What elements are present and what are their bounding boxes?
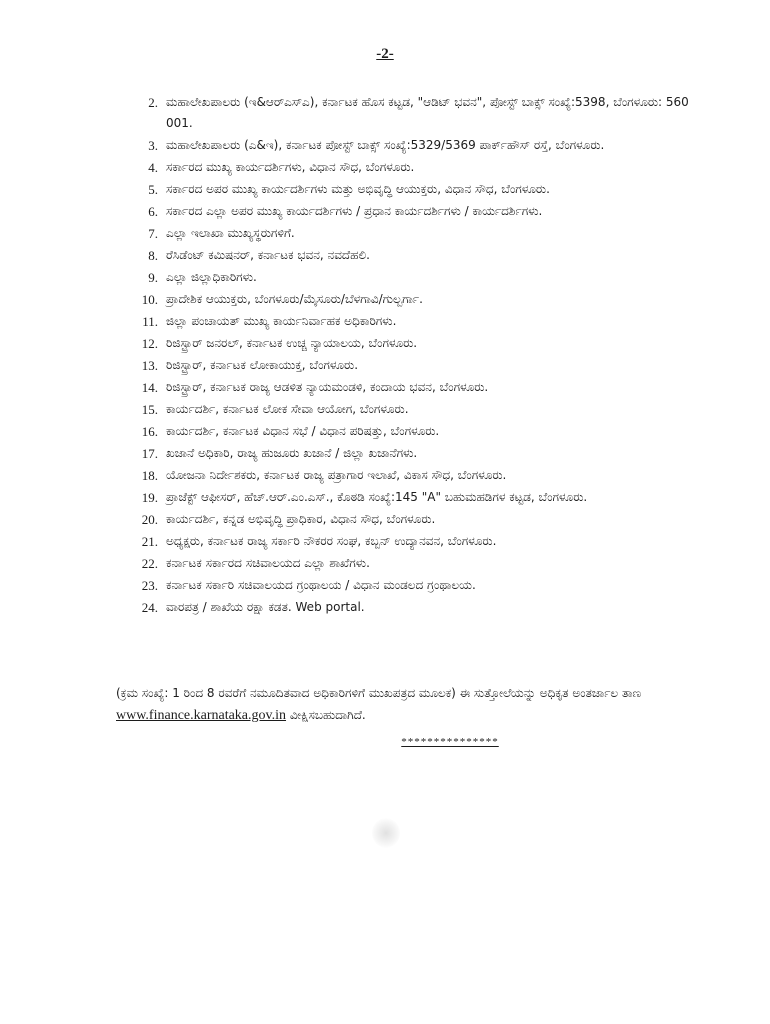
list-item <box>130 267 700 288</box>
website-note <box>116 682 676 727</box>
list-item-number: 24. <box>141 600 158 615</box>
list-item-text: ಕಾರ್ಯದರ್ಶಿ, ಕರ್ನಾಟಕ ವಿಧಾನ ಸಭೆ / ವಿಧಾನ ಪರಿಷತ್ತು, ಬೆಂಗಳೂರು. <box>166 424 440 438</box>
page-number: -2- <box>376 46 394 62</box>
list-item <box>130 355 700 376</box>
finance-website-link[interactable]: www.finance.karnataka.gov.in <box>116 708 287 723</box>
list-item-text: ಪ್ರಾದೇಶಿಕ ಆಯುಕ್ತರು, ಬೆಂಗಳೂರು/ಮೈಸೂರು/ಬೆಳಗಾವಿ/ಗುಲ್ಬರ್ಗಾ. <box>166 292 423 306</box>
list-item <box>130 553 700 574</box>
list-item-text: ಪ್ರಾಜೆಕ್ಟ್ ಆಫೀಸರ್, ಹೆಚ್.ಆರ್.ಎಂ.ಎಸ್., ಕೊಠಡಿ ಸಂಖ್ಯೆ:145 "A" ಬಹುಮಹಡಿಗಳ ಕಟ್ಟಡ, ಬೆಂಗಳೂರು. <box>166 490 588 504</box>
list-item <box>130 157 700 178</box>
list-item-number: 6. <box>148 204 158 219</box>
list-item <box>130 487 700 508</box>
list-item <box>130 531 700 552</box>
list-item-number: 21. <box>141 534 158 549</box>
list-item-number: 13. <box>141 358 158 373</box>
list-item <box>130 135 700 156</box>
list-item <box>130 399 700 420</box>
list-item-text: ಜಿಲ್ಲಾ ಪಂಚಾಯತ್ ಮುಖ್ಯ ಕಾರ್ಯನಿರ್ವಾಹಕ ಅಧಿಕಾರಿಗಳು. <box>166 314 397 328</box>
list-item <box>130 575 700 596</box>
note-text-end: ವೀಕ್ಷಿಸಬಹುದಾಗಿದೆ. <box>289 708 366 722</box>
list-item-text: ಸರ್ಕಾರದ ಮುಖ್ಯ ಕಾರ್ಯದರ್ಶಿಗಳು, ವಿಧಾನ ಸೌಧ, ಬೆಂಗಳೂರು. <box>166 160 415 174</box>
list-item-text: ಎಲ್ಲಾ ಜಿಲ್ಲಾಧಿಕಾರಿಗಳು. <box>166 270 257 284</box>
list-item-text: ರಿಜಿಸ್ಟ್ರಾರ್ ಜನರಲ್, ಕರ್ನಾಟಕ ಉಚ್ಚ ನ್ಯಾಯಾಲಯ, ಬೆಂಗಳೂರು. <box>166 336 418 350</box>
list-item-number: 23. <box>141 578 158 593</box>
list-item-number: 20. <box>141 512 158 527</box>
list-item-text: ಕಾರ್ಯದರ್ಶಿ, ಕರ್ನಾಟಕ ಲೋಕ ಸೇವಾ ಆಯೋಗ, ಬೆಂಗಳೂರು. <box>166 402 409 416</box>
list-item-text: ಎಲ್ಲಾ ಇಲಾಖಾ ಮುಖ್ಯಸ್ಥರುಗಳಿಗೆ. <box>166 226 295 240</box>
list-item <box>130 597 700 618</box>
list-item <box>130 377 700 398</box>
list-item-text: ರಿಜಿಸ್ಟ್ರಾರ್, ಕರ್ನಾಟಕ ಲೋಕಾಯುಕ್ತ, ಬೆಂಗಳೂರು. <box>166 358 359 372</box>
list-item-text: ಮಹಾಲೇಖಪಾಲರು (ಇ&ಆರ್‌ಎಸ್‌ಎ), ಕರ್ನಾಟಕ ಹೊಸ ಕಟ್ಟಡ, "ಆಡಿಟ್ ಭವನ", ಪೋಸ್ಟ್ ಬಾಕ್ಸ್ ಸಂಖ್ಯೆ:5398, ಬೆಂಗಳೂರು: 560 001. <box>166 95 689 130</box>
separator-line <box>0 736 770 748</box>
list-item-number: 19. <box>141 490 158 505</box>
list-item-text: ಅಧ್ಯಕ್ಷರು, ಕರ್ನಾಟಕ ರಾಜ್ಯ ಸರ್ಕಾರಿ ನೌಕರರ ಸಂಘ, ಕಬ್ಬನ್ ಉದ್ಯಾನವನ, ಬೆಂಗಳೂರು. <box>166 534 497 548</box>
list-item-number: 12. <box>141 336 158 351</box>
list-item <box>130 179 700 200</box>
list-item <box>130 223 700 244</box>
list-item <box>130 311 700 332</box>
recipient-list <box>130 92 700 619</box>
list-item-number: 11. <box>142 314 158 329</box>
list-item-number: 10. <box>141 292 158 307</box>
note-text: (ಕ್ರಮ ಸಂಖ್ಯೆ: 1 ರಿಂದ 8 ರವರೆಗೆ ನಮೂದಿತವಾದ ಅಧಿಕಾರಿಗಳಿಗೆ ಮುಖಪತ್ರದ ಮೂಲಕ) ಈ ಸುತ್ತೋಲೆಯನ್ನು ಅಧಿಕೃತ ಅಂತರ್ಜಾಲ ತಾಣ <box>116 686 642 700</box>
list-item-text: ಸರ್ಕಾರದ ಎಲ್ಲಾ ಅಪರ ಮುಖ್ಯ ಕಾರ್ಯದರ್ಶಿಗಳು / ಪ್ರಧಾನ ಕಾರ್ಯದರ್ಶಿಗಳು / ಕಾರ್ಯದರ್ಶಿಗಳು. <box>166 204 543 218</box>
list-item <box>130 92 700 134</box>
list-item-text: ಕಾರ್ಯದರ್ಶಿ, ಕನ್ನಡ ಅಭಿವೃದ್ಧಿ ಪ್ರಾಧಿಕಾರ, ವಿಧಾನ ಸೌಧ, ಬೆಂಗಳೂರು. <box>166 512 436 526</box>
list-item-text: ವಾರಪತ್ರ / ಶಾಖೆಯ ರಕ್ಷಾ ಕಡತ. Web portal. <box>166 600 365 614</box>
list-item-number: 14. <box>141 380 158 395</box>
list-item-number: 5. <box>148 182 158 197</box>
list-item-number: 2. <box>148 95 158 110</box>
list-item <box>130 289 700 310</box>
separator-stars: *************** <box>401 736 499 748</box>
list-item <box>130 245 700 266</box>
list-item <box>130 465 700 486</box>
list-item <box>130 333 700 354</box>
list-item <box>130 201 700 222</box>
list-item-number: 9. <box>148 270 158 285</box>
list-item-number: 17. <box>141 446 158 461</box>
list-item <box>130 443 700 464</box>
list-item-text: ಖಜಾನೆ ಅಧಿಕಾರಿ, ರಾಜ್ಯ ಹುಜೂರು ಖಜಾನೆ / ಜಿಲ್ಲಾ ಖಜಾನೆಗಳು. <box>166 446 418 460</box>
list-item-number: 4. <box>148 160 158 175</box>
list-item-number: 16. <box>141 424 158 439</box>
list-item-number: 8. <box>148 248 158 263</box>
list-item-text: ಮಹಾಲೇಖಪಾಲರು (ಎ&ಇ), ಕರ್ನಾಟಕ ಪೋಸ್ಟ್ ಬಾಕ್ಸ್ ಸಂಖ್ಯೆ:5329/5369 ಪಾರ್ಕ್‌ಹೌಸ್ ರಸ್ತೆ, ಬೆಂಗಳೂರು. <box>166 138 605 152</box>
list-item <box>130 421 700 442</box>
list-item-number: 18. <box>141 468 158 483</box>
list-item-number: 22. <box>141 556 158 571</box>
list-item-number: 15. <box>141 402 158 417</box>
list-item-text: ಕರ್ನಾಟಕ ಸರ್ಕಾರಿ ಸಚಿವಾಲಯದ ಗ್ರಂಥಾಲಯ / ವಿಧಾನ ಮಂಡಲದ ಗ್ರಂಥಾಲಯ. <box>166 578 476 592</box>
scan-smudge <box>372 818 400 848</box>
list-item-text: ಯೋಜನಾ ನಿರ್ದೇಶಕರು, ಕರ್ನಾಟಕ ರಾಜ್ಯ ಪತ್ರಾಗಾರ ಇಲಾಖೆ, ವಿಕಾಸ ಸೌಧ, ಬೆಂಗಳೂರು. <box>166 468 507 482</box>
list-item-text: ರಿಜಿಸ್ಟ್ರಾರ್, ಕರ್ನಾಟಕ ರಾಜ್ಯ ಆಡಳಿತ ನ್ಯಾಯಮಂಡಳಿ, ಕಂದಾಯ ಭವನ, ಬೆಂಗಳೂರು. <box>166 380 489 394</box>
list-item-number: 7. <box>148 226 158 241</box>
list-item-number: 3. <box>148 138 158 153</box>
list-item-text: ರೆಸಿಡೆಂಟ್ ಕಮಿಷನರ್, ಕರ್ನಾಟಕ ಭವನ, ನವದೆಹಲಿ. <box>166 248 370 262</box>
list-item-text: ಕರ್ನಾಟಕ ಸರ್ಕಾರದ ಸಚಿವಾಲಯದ ಎಲ್ಲಾ ಶಾಖೆಗಳು. <box>166 556 370 570</box>
list-item <box>130 509 700 530</box>
list-item-text: ಸರ್ಕಾರದ ಅಪರ ಮುಖ್ಯ ಕಾರ್ಯದರ್ಶಿಗಳು ಮತ್ತು ಅಭಿವೃದ್ಧಿ ಆಯುಕ್ತರು, ವಿಧಾನ ಸೌಧ, ಬೆಂಗಳೂರು. <box>166 182 550 196</box>
